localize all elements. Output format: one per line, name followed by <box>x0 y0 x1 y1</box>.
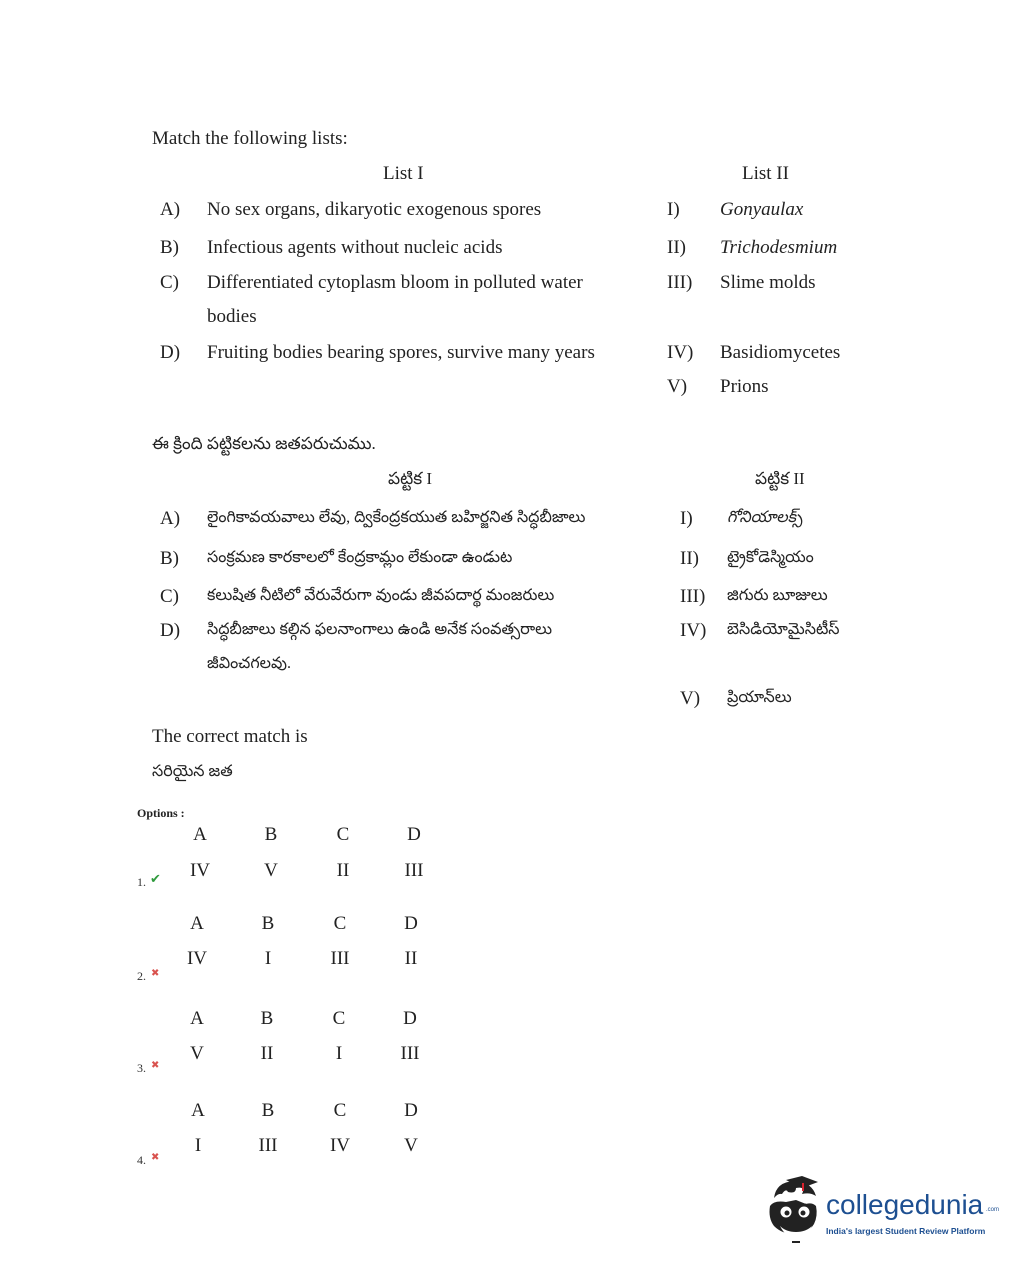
list1-letter-d: D) <box>160 342 181 363</box>
option-2-value-c: III <box>330 948 350 969</box>
te-list1-letter-b: B) <box>160 548 179 569</box>
option-2-header-b: B <box>261 913 275 934</box>
te-list1-item-d: సిద్ధబీజాలు కల్గిన ఫలనాంగాలు ఉండి అనేక సంవత్సరాలు <box>207 621 552 638</box>
option-3-value-b: II <box>260 1043 274 1064</box>
te-list1-item-d-cont: జీవించగలవు. <box>207 655 291 672</box>
option-1-value-b: V <box>264 860 278 881</box>
list1-header-te: పట్టిక I <box>388 469 432 488</box>
te-list2-item-4: బెసిడియోమైసిటీస్ <box>727 621 840 638</box>
te-list2-num-5: V) <box>680 688 701 709</box>
te-list2-item-1: గోనియాలక్స్ <box>727 509 803 526</box>
list2-num-5: V) <box>667 376 688 397</box>
list1-item-d: Fruiting bodies bearing spores, survive many years <box>207 342 595 363</box>
option-2-value-d: II <box>404 948 418 969</box>
option-3-value-c: I <box>335 1043 343 1064</box>
option-4-header-b: B <box>261 1100 275 1121</box>
option-3-header-a: A <box>190 1008 204 1029</box>
te-list1-letter-a: A) <box>160 508 181 529</box>
te-list1-letter-c: C) <box>160 586 179 607</box>
te-list2-item-5: ప్రియాన్‌లు <box>727 689 792 706</box>
cross-icon: ✖ <box>151 1152 160 1163</box>
option-4-value-b: III <box>258 1135 278 1156</box>
option-1-number[interactable]: 1. <box>137 875 146 889</box>
option-1-header-b: B <box>264 824 278 845</box>
list2-item-3: Slime molds <box>720 272 816 293</box>
check-icon: ✔ <box>150 872 161 887</box>
option-4-value-c: IV <box>329 1135 351 1156</box>
question-title-en: Match the following lists: <box>152 128 348 149</box>
list2-item-2: Trichodesmium <box>720 237 838 258</box>
te-list1-letter-d: D) <box>160 620 181 641</box>
list1-item-c: Differentiated cytoplasm bloom in polluted water <box>207 272 583 293</box>
option-1-header-a: A <box>193 824 207 845</box>
option-3-header-c: C <box>332 1008 346 1029</box>
logo-com: .com <box>986 1207 1000 1213</box>
option-4-header-a: A <box>191 1100 205 1121</box>
list2-header-te: పట్టిక II <box>755 469 805 488</box>
list1-letter-c: C) <box>160 272 179 293</box>
option-3-number[interactable]: 3. <box>137 1061 146 1075</box>
correct-match-te: సరియైన జత <box>152 763 233 780</box>
list1-header-en: List I <box>383 163 424 184</box>
option-4-value-d: V <box>404 1135 418 1156</box>
list1-item-b: Infectious agents without nucleic acids <box>207 237 503 258</box>
list1-item-a: No sex organs, dikaryotic exogenous spores <box>207 199 542 220</box>
options-title: Options : <box>137 806 185 820</box>
te-list1-item-a: లైంగికావయవాలు లేవు, ద్వికేంద్రకయుత బహిర్జనిత సిద్ధబీజాలు <box>207 509 586 526</box>
te-list1-item-b: సంక్రమణ కారకాలలో కేంద్రకామ్లం లేకుండా ఉండుట <box>207 549 513 566</box>
option-3-header-d: D <box>403 1008 417 1029</box>
list2-item-1: Gonyaulax <box>720 199 804 220</box>
correct-match-en: The correct match is <box>152 726 308 747</box>
cross-icon: ✖ <box>151 968 160 979</box>
option-2-header-a: A <box>190 913 204 934</box>
cross-icon: ✖ <box>151 1060 160 1071</box>
option-2-header-c: C <box>333 913 347 934</box>
option-3-header-b: B <box>260 1008 274 1029</box>
list1-item-c-cont: bodies <box>207 306 257 327</box>
te-list1-item-c: కలుషిత నీటిలో వేరువేరుగా వుండు జీవపదార్థ మంజరులు <box>207 587 555 604</box>
mascot-logo-icon <box>766 1176 826 1246</box>
list2-num-4: IV) <box>667 342 694 363</box>
option-1-header-d: D <box>407 824 421 845</box>
option-2-value-a: IV <box>186 948 208 969</box>
list2-item-5: Prions <box>720 376 769 397</box>
option-1-header-c: C <box>336 824 350 845</box>
option-1-value-d: III <box>404 860 424 881</box>
list2-num-1: I) <box>667 199 680 220</box>
te-list2-num-2: II) <box>680 548 699 569</box>
te-list2-num-1: I) <box>680 508 693 529</box>
option-4-number[interactable]: 4. <box>137 1153 146 1167</box>
te-list2-item-3: జిగురు బూజులు <box>727 587 828 604</box>
te-list2-num-3: III) <box>680 586 706 607</box>
option-3-value-d: III <box>400 1043 420 1064</box>
list2-header-en: List II <box>742 163 789 184</box>
logo-tagline: India's largest Student Review Platform <box>826 1226 986 1236</box>
list1-letter-b: B) <box>160 237 179 258</box>
option-2-value-b: I <box>264 948 272 969</box>
list1-letter-a: A) <box>160 199 181 220</box>
option-4-header-c: C <box>333 1100 347 1121</box>
question-title-te: ఈ క్రింది పట్టికలను జతపరుచుము. <box>152 434 376 453</box>
option-4-value-a: I <box>194 1135 202 1156</box>
list2-item-4: Basidiomycetes <box>720 342 841 363</box>
option-2-number[interactable]: 2. <box>137 969 146 983</box>
te-list2-num-4: IV) <box>680 620 707 641</box>
option-3-value-a: V <box>190 1043 204 1064</box>
list2-num-2: II) <box>667 237 686 258</box>
logo-wordmark: collegedunia <box>826 1189 984 1220</box>
list2-num-3: III) <box>667 272 693 293</box>
option-1-value-a: IV <box>189 860 211 881</box>
option-1-value-c: II <box>336 860 350 881</box>
option-4-header-d: D <box>404 1100 418 1121</box>
option-2-header-d: D <box>404 913 418 934</box>
te-list2-item-2: ట్రైకోడెస్మియం <box>727 549 814 566</box>
